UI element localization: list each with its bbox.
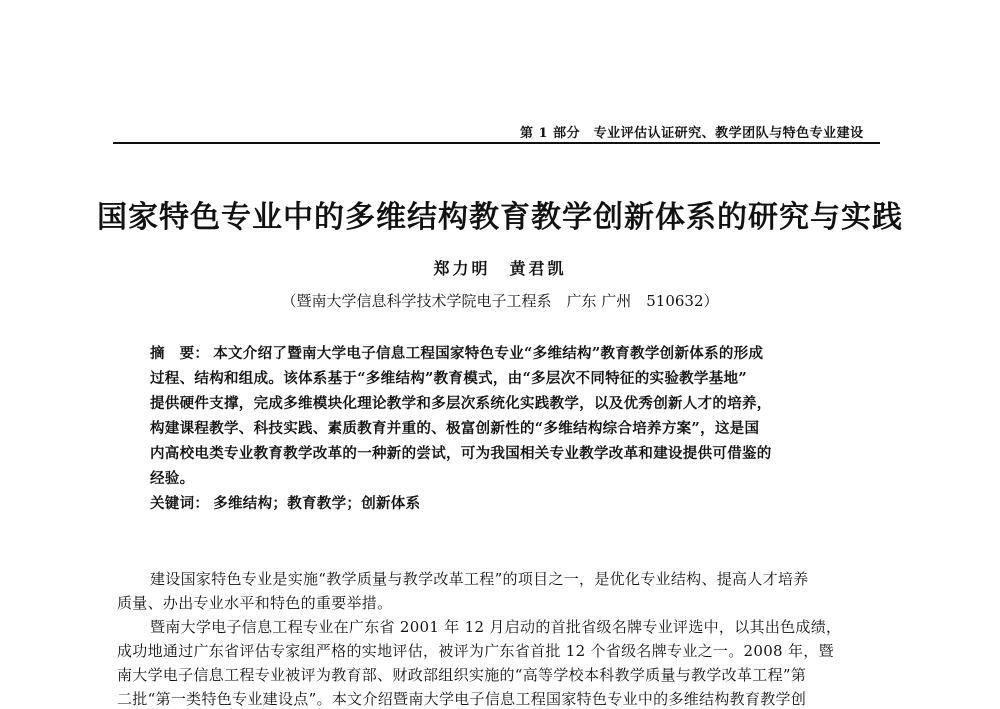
- body-line-4: 成功地通过广东省评估专家组严格的实地评估，被评为广东省首批 12 个省级名牌专业之一。2008 年，暨: [117, 642, 834, 660]
- abstract-line-4: 构建课程教学、科技实践、素质教育并重的、极富创新性的“多维结构综合培养方案”，这是国: [150, 420, 760, 437]
- abstract-line-5: 内高校电类专业教育教学改革的一种新的尝试，可为我国相关专业教学改革和建设提供可借鉴的: [150, 445, 772, 462]
- header-rule: [113, 142, 880, 144]
- abstract-line-6: 经验。: [150, 470, 195, 487]
- keywords-text: 多维结构；教育教学；创新体系: [213, 495, 421, 512]
- keywords-label: 关键词：: [150, 495, 210, 512]
- authors: 郑力明 黄君凯: [433, 259, 567, 278]
- abstract-line-3: 提供硬件支撑，完成多维模块化理论教学和多层次系统化实践教学，以及优秀创新人才的培养，: [150, 395, 772, 412]
- abstract-text-1: 本文介绍了暨南大学电子信息工程国家特色专业“多维结构”教育教学创新体系的形成: [213, 345, 764, 362]
- body-line-5: 南大学电子信息工程专业被评为教育部、财政部组织实施的“高等学校本科教学质量与教学改革工程”第: [117, 666, 807, 684]
- abstract-label: 摘 要：: [150, 345, 210, 362]
- abstract-line-1: [150, 342, 763, 363]
- keywords-line: [150, 492, 420, 513]
- affiliation: （暨南大学信息科学技术学院电子工程系 广东 广州 510632）: [281, 292, 719, 310]
- body-line-3: 暨南大学电子信息工程专业在广东省 2001 年 12 月启动的首批省级名牌专业评选中，以其出色成绩，: [150, 618, 842, 636]
- paper-title: 国家特色专业中的多维结构教育教学创新体系的研究与实践: [97, 200, 903, 235]
- abstract-line-2: 过程、结构和组成。该体系基于“多维结构”教育模式，由“多层次不同特征的实验教学基地”: [150, 370, 747, 387]
- body-line-6: 二批“第一类特色专业建设点”。本文介绍暨南大学电子信息工程国家特色专业中的多维结构教育教学创: [117, 690, 807, 708]
- running-header: 第 1 部分 专业评估认证研究、教学团队与特色专业建设: [520, 126, 864, 141]
- body-line-2: 质量、办出专业水平和特色的重要举措。: [117, 594, 393, 612]
- body-line-1: 建设国家特色专业是实施“教学质量与教学改革工程”的项目之一，是优化专业结构、提高人才培养: [150, 570, 809, 588]
